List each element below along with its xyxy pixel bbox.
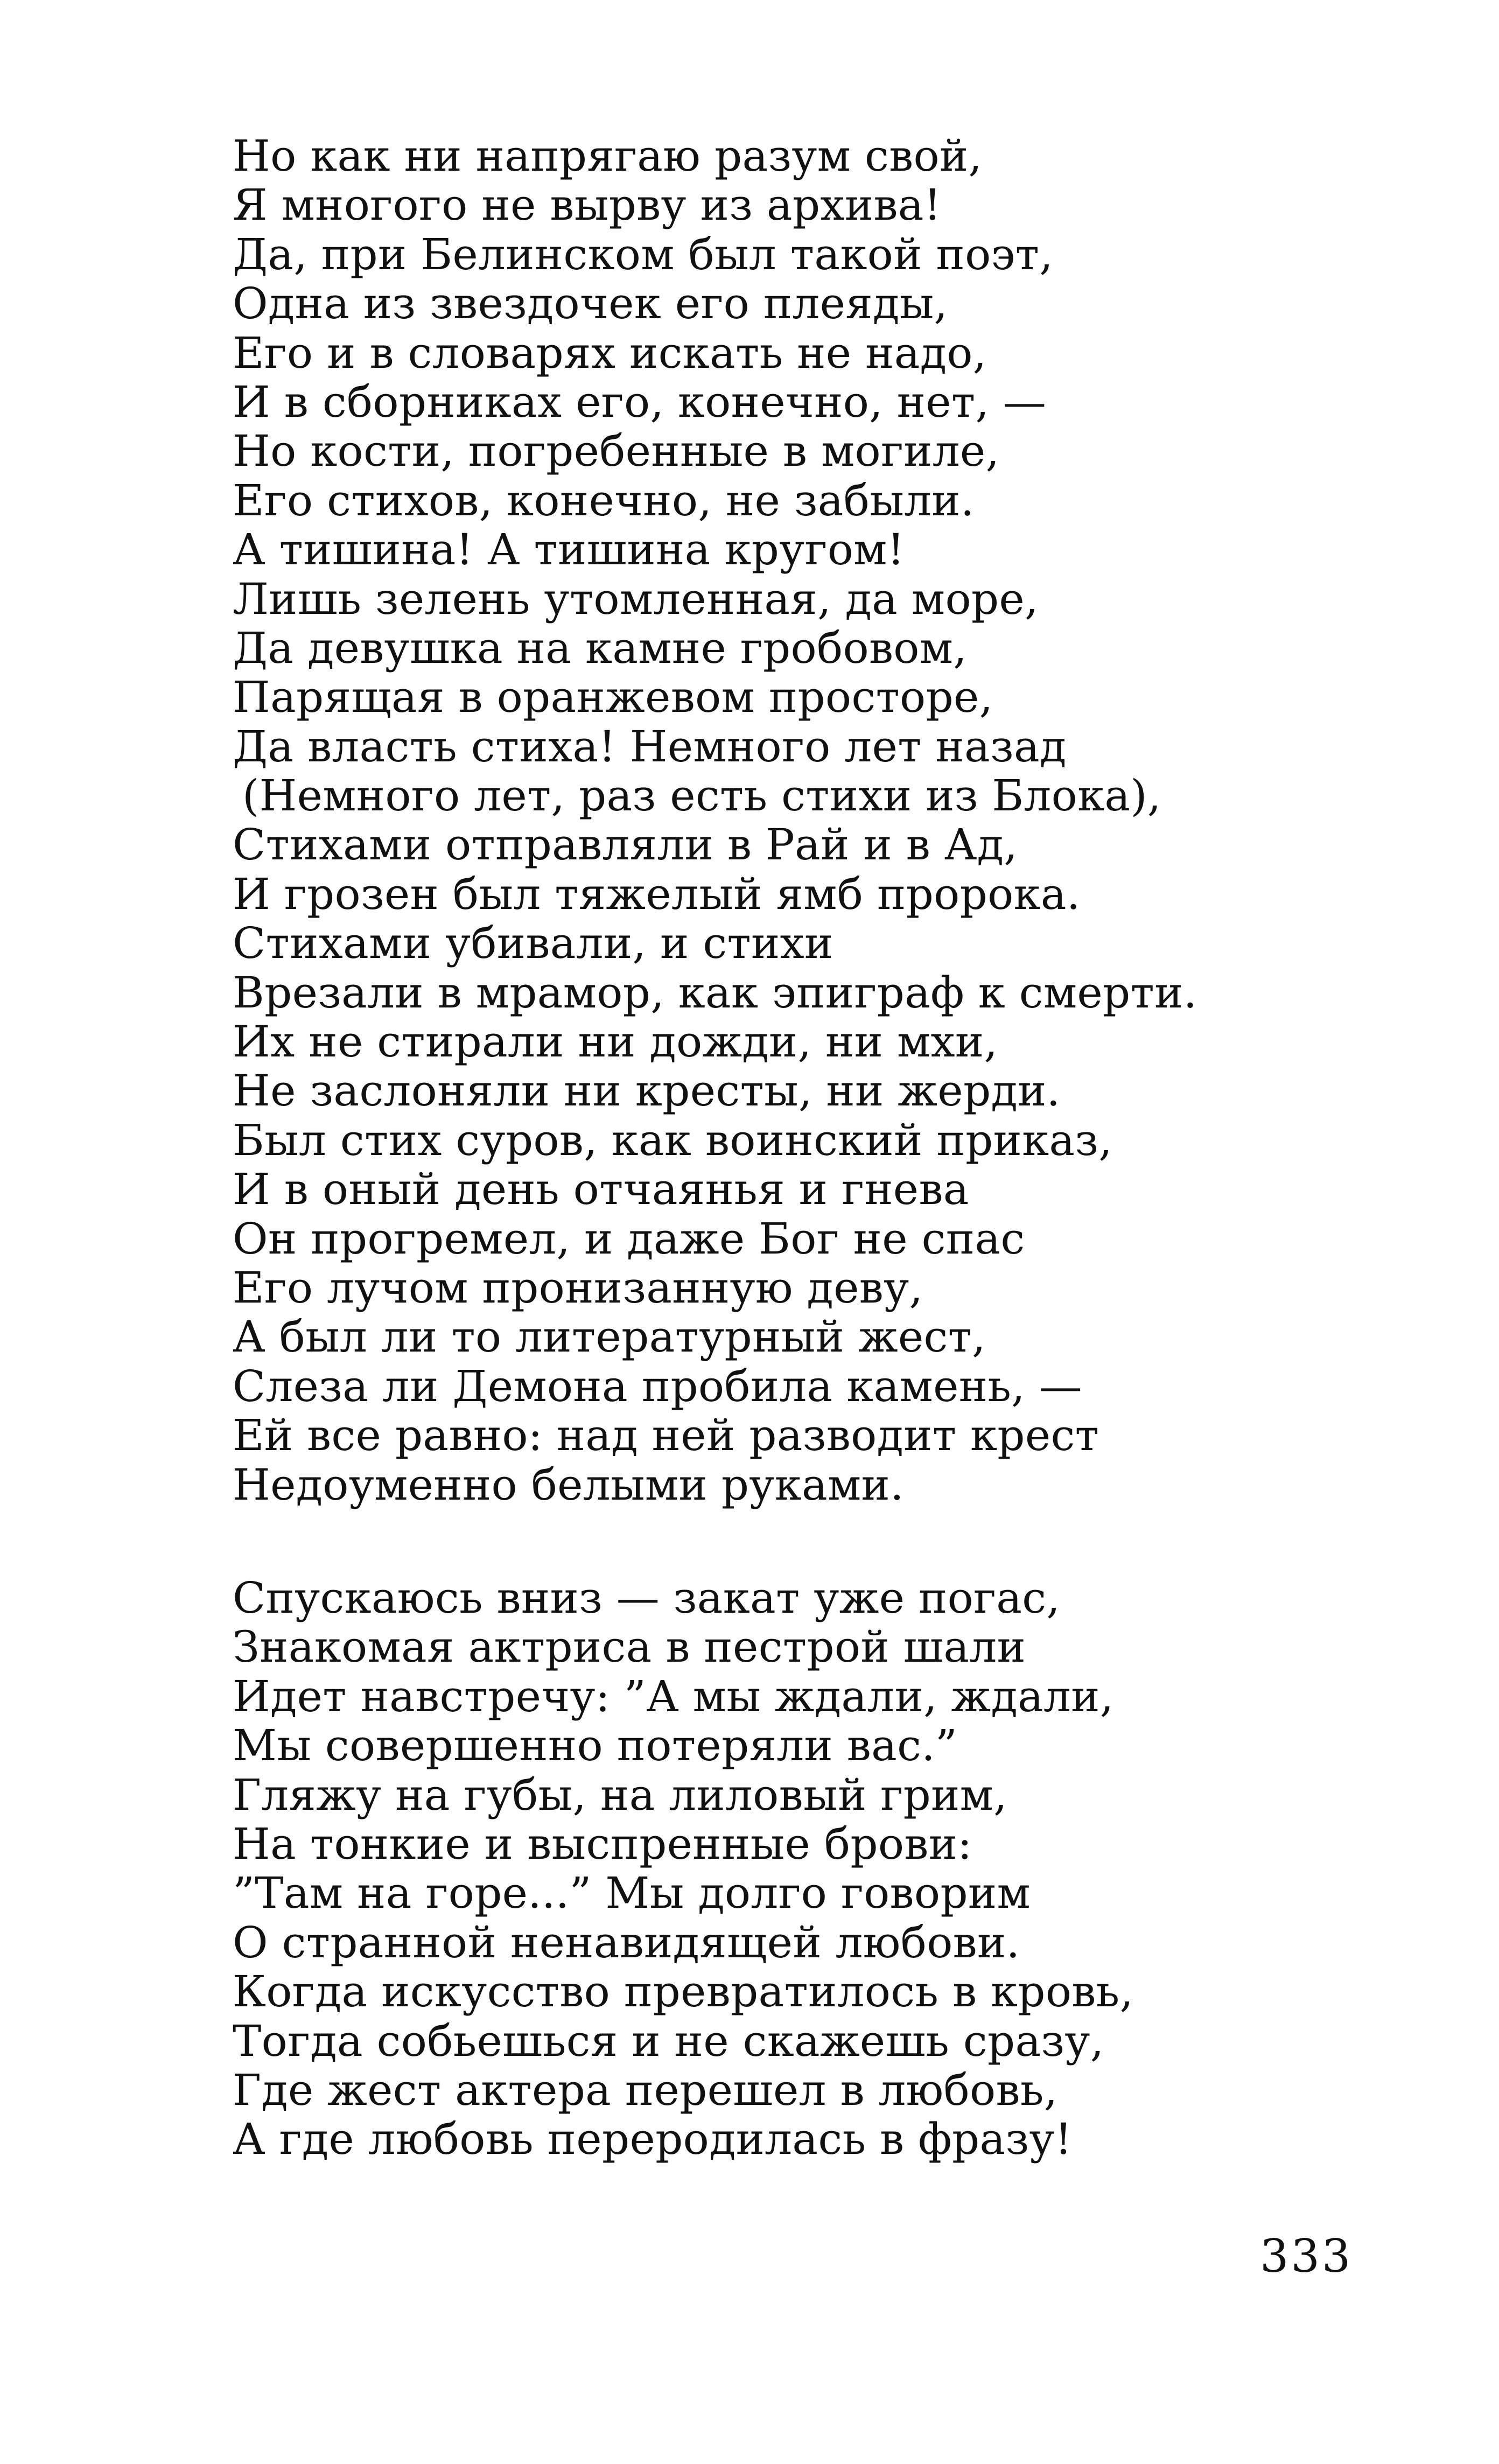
poem-line: Одна из звездочек его плеяды, — [233, 278, 948, 329]
poem-line: Мы совершенно потеряли вас.” — [233, 1720, 958, 1771]
poem-line: Но как ни напрягаю разум свой, — [233, 131, 983, 181]
poem-line: Я многого не вырву из архива! — [233, 180, 942, 230]
poem-line: Гляжу на губы, на лиловый грим, — [233, 1769, 1007, 1820]
poem-line: Их не стирали ни дожди, ни мхи, — [233, 1017, 998, 1067]
poem-line: Да, при Белинском был такой поэт, — [233, 229, 1053, 279]
poem-line: Врезали в мрамор, как эпиграф к смерти. — [233, 967, 1197, 1018]
poem-line: Но кости, погребенные в могиле, — [233, 426, 1000, 477]
poem-line: Идет навстречу: ”А мы ждали, ждали, — [233, 1671, 1114, 1721]
poem-line: Недоуменно белыми руками. — [233, 1459, 904, 1510]
poem-line: Тогда собьешься и не скажешь сразу, — [233, 2015, 1104, 2066]
poem-stanza-2 — [233, 1573, 1309, 2164]
page-number: 333 — [1260, 2230, 1353, 2283]
poem-line: Слеза ли Демона пробила камень, — — [233, 1361, 1082, 1411]
poem-line: И в оный день отчаянья и гнева — [233, 1164, 969, 1215]
poem-line: ”Там на горе...” Мы долго говорим — [233, 1868, 1031, 1919]
poem-line: Спускаюсь вниз — закат уже погас, — [233, 1573, 1061, 1623]
poem-line: Его лучом пронизанную деву, — [233, 1262, 923, 1313]
poem-line: Стихами убивали, и стихи — [233, 918, 833, 969]
poem-line: Лишь зелень утомленная, да море, — [233, 573, 1039, 624]
poem-line: Не заслоняли ни кресты, ни жерди. — [233, 1066, 1061, 1116]
poem-line: (Немного лет, раз есть стихи из Блока), — [242, 771, 1161, 821]
poem-line: Где жест актера перешел в любовь, — [233, 2064, 1058, 2115]
poem-line: Когда искусство превратилось в кровь, — [233, 1966, 1134, 2017]
poem-line: Его и в словарях искать не надо, — [233, 327, 987, 378]
poem-line: И грозен был тяжелый ямб пророка. — [233, 869, 1081, 919]
poem-line: Был стих суров, как воинский приказ, — [233, 1115, 1113, 1165]
poem-line: Стихами отправляли в Рай и в Ад, — [233, 820, 1018, 870]
poem-line: На тонкие и выспренные брови: — [233, 1818, 972, 1869]
poem-line: Знакомая актриса в пестрой шали — [233, 1622, 1026, 1672]
poem-line: О странной ненавидящей любови. — [233, 1917, 1020, 1968]
poem-line: Он прогремел, и даже Бог не спас — [233, 1213, 1025, 1264]
poem-line: А где любовь переродилась в фразу! — [233, 2114, 1073, 2165]
poem-line: Да девушка на камне гробовом, — [233, 622, 968, 673]
poem-line: Парящая в оранжевом просторе, — [233, 672, 993, 723]
poem-line: А был ли то литературный жест, — [233, 1312, 986, 1362]
poem-line: А тишина! А тишина кругом! — [233, 524, 905, 575]
poem-line: Да власть стиха! Немного лет назад — [233, 721, 1067, 772]
poem-stanza-1 — [233, 131, 1309, 1509]
poem-line: Ей все равно: над ней разводит крест — [233, 1410, 1099, 1461]
poem-line: И в сборниках его, конечно, нет, — — [233, 376, 1047, 427]
poem-line: Его стихов, конечно, не забыли. — [233, 475, 975, 526]
